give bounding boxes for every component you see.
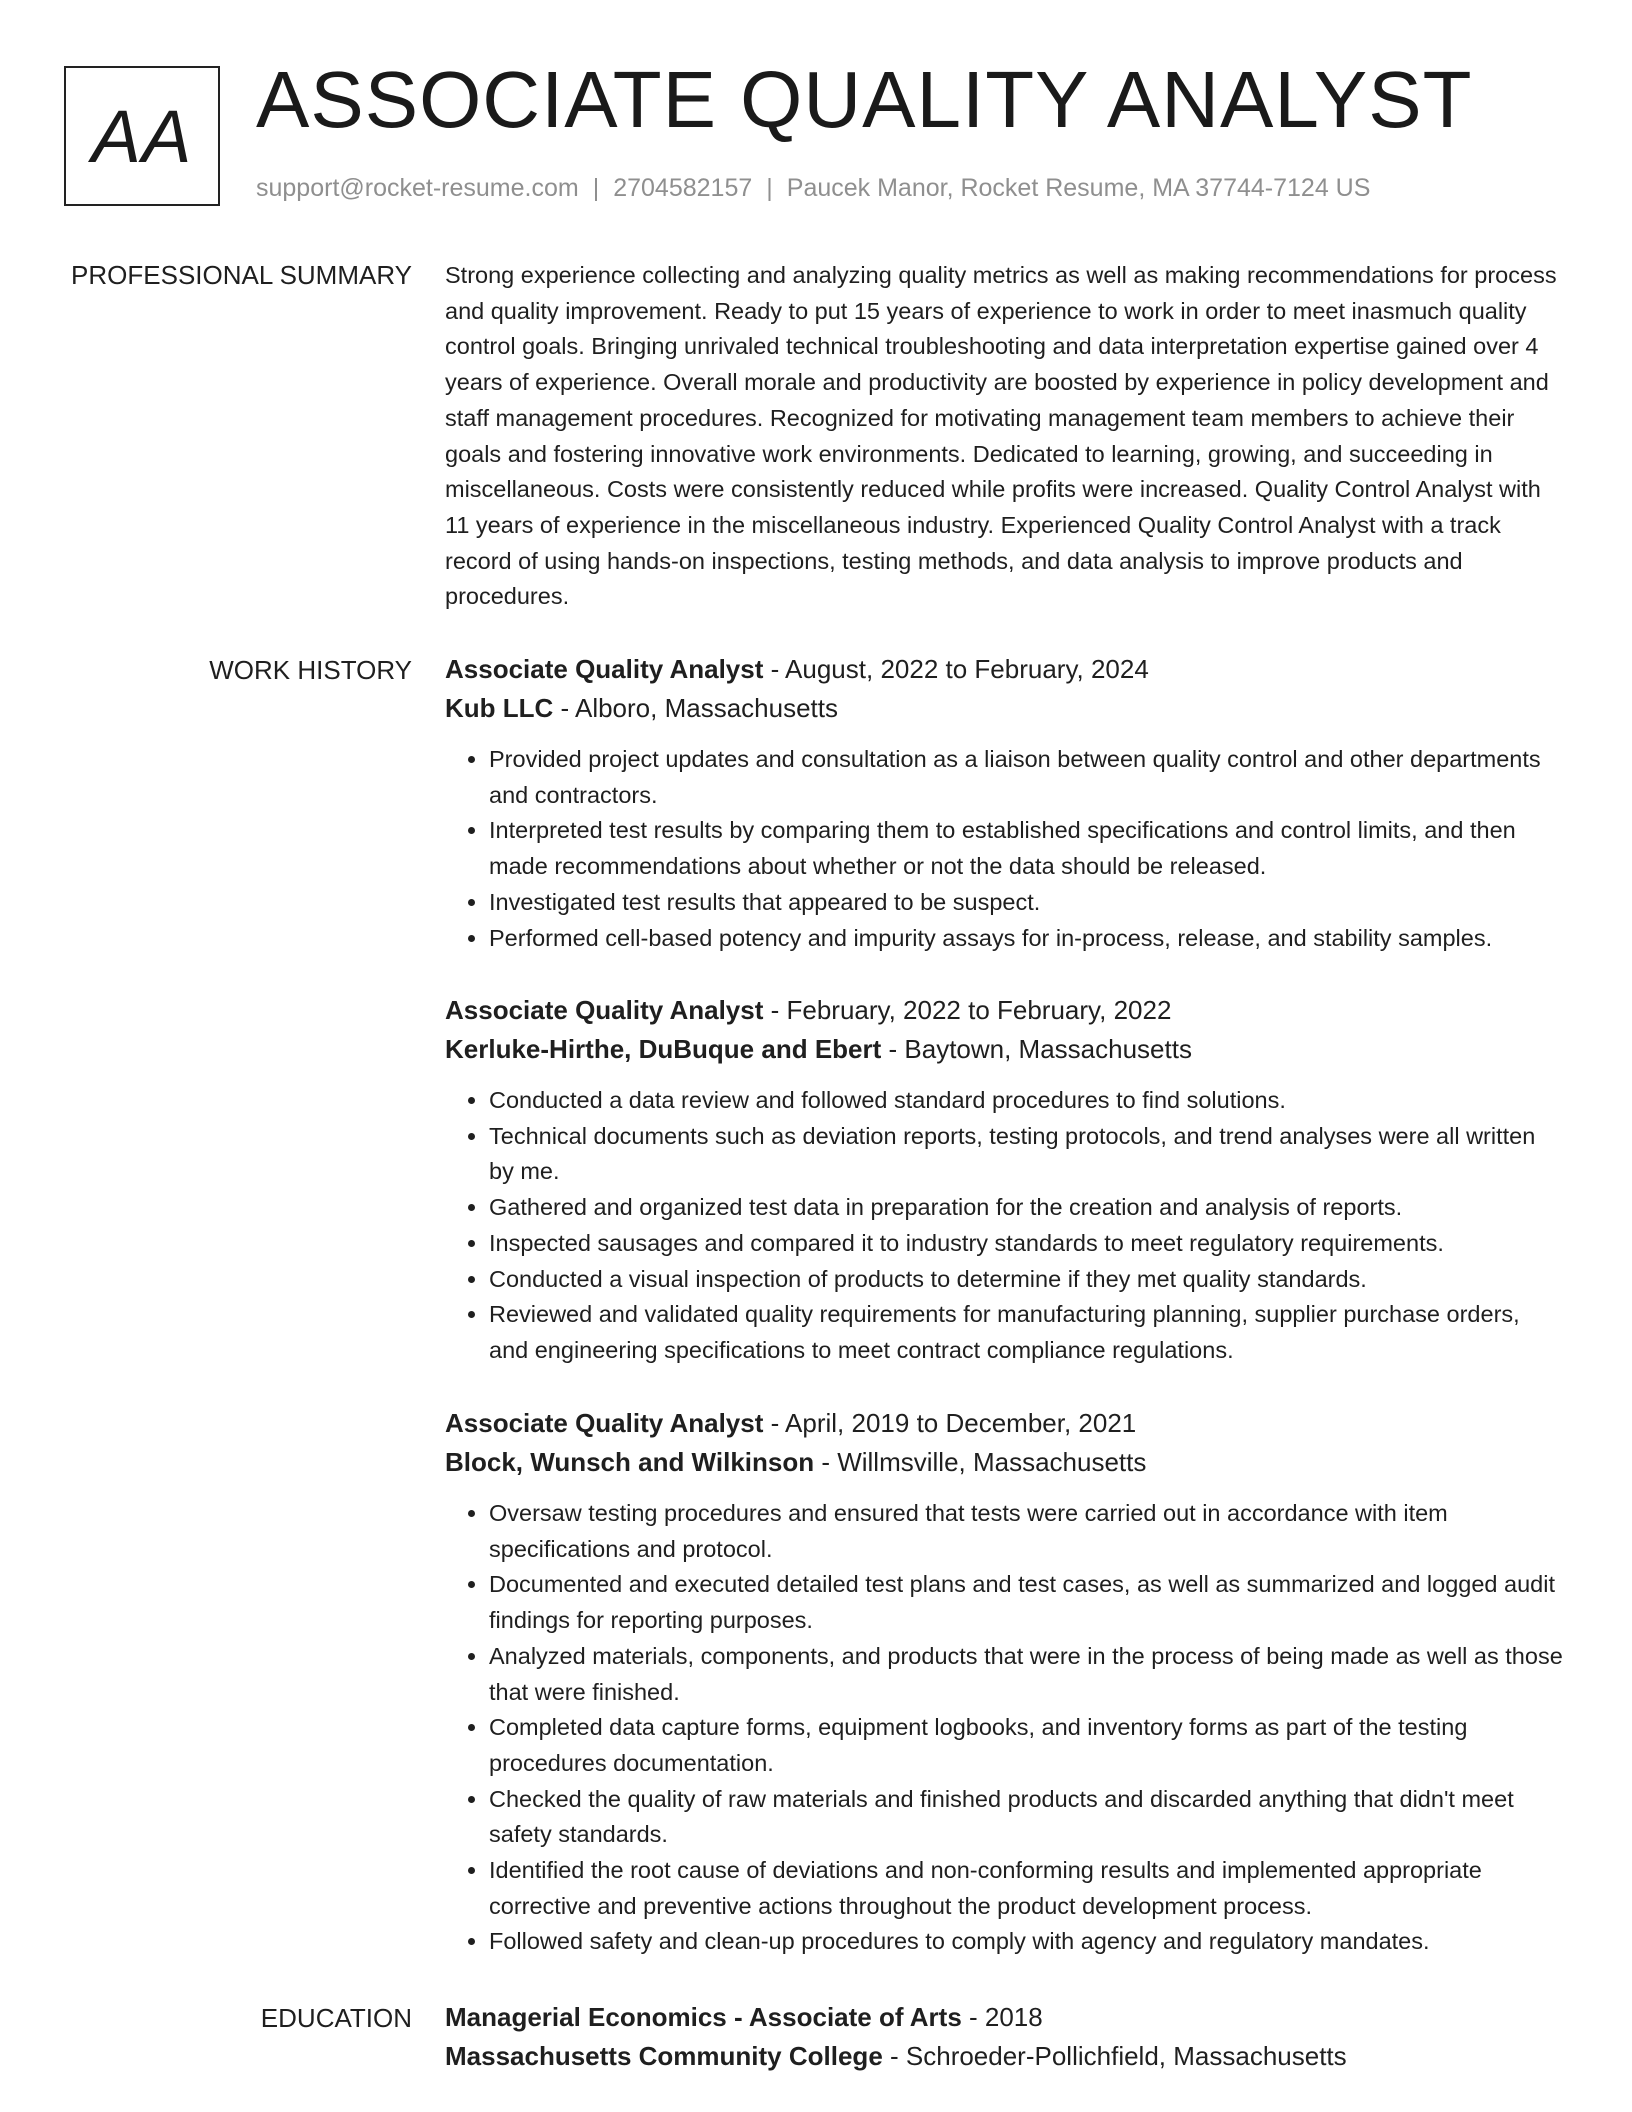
education-school-line (445, 2037, 1565, 2076)
education-entry (445, 1998, 1565, 2076)
job-company-line (445, 1443, 1565, 1482)
job-company-line (445, 1030, 1565, 1069)
job-bullet: • Conducted a data review and followed standard procedures to find solutions. (489, 1083, 1565, 1119)
job-bullet: • Technical documents such as deviation reports, testing protocols, and trend analyses were all written by me. (489, 1119, 1565, 1190)
job-company: Block, Wunsch and Wilkinson (445, 1447, 815, 1477)
education-degree-line (445, 1998, 1565, 2037)
contact-line (256, 174, 1370, 203)
job-bullet: • Interpreted test results by comparing them to established specifications and control limits, and then made recommendations about whether or not the data should be released. (489, 813, 1565, 884)
job-dates: - February, 2022 to February, 2022 (763, 995, 1172, 1025)
job-company: Kub LLC (445, 693, 554, 723)
education-year: - 2018 (961, 2002, 1043, 2032)
contact-separator: | (592, 174, 600, 202)
contact-phone[interactable]: 2704582157 (613, 174, 753, 202)
job-bullet: • Investigated test results that appeared to be suspect. (489, 885, 1565, 921)
job-company-line (445, 689, 1565, 728)
education-location: - Schroeder-Pollichfield, Massachusetts (882, 2041, 1347, 2071)
section-title-education: EDUCATION (260, 2003, 412, 2033)
monogram-box (64, 66, 220, 206)
contact-email[interactable]: support@rocket-resume.com (256, 174, 579, 202)
job-location: - Alboro, Massachusetts (553, 693, 838, 723)
job-bullet: • Identified the root cause of deviations and non-conforming results and implemented appropriate corrective and preventive actions throughout the product development process. (489, 1853, 1565, 1924)
job-role-line (445, 650, 1565, 689)
page-title: ASSOCIATE QUALITY ANALYST (256, 55, 1473, 144)
job-role-line (445, 1404, 1565, 1443)
job-bullet: • Inspected sausages and compared it to industry standards to meet regulatory requirements. (489, 1226, 1565, 1262)
job-role: Associate Quality Analyst (445, 1408, 764, 1438)
section-title-summary: PROFESSIONAL SUMMARY (71, 260, 412, 290)
job-bullets (445, 1083, 1565, 1369)
summary-text: Strong experience collecting and analyzing quality metrics as well as making recommendations for process and quality improvement. Ready to put 15 years of experience to work in order to meet inasmuch quality control goals. Bringing unrivaled technical troubleshooting and data interpretation expertise gained over 4 years of experience. Overall morale and productivity are boosted by experience in policy development and staff management procedures. Recognized for motivating management team members to achieve their goals and fostering innovative work environments. Dedicated to learning, growing, and succeeding in miscellaneous. Costs were consistently reduced while profits were increased. Quality Control Analyst with 11 years of experience in the miscellaneous industry. Experienced Quality Control Analyst with a track record of using hands-on inspections, testing methods, and data analysis to improve products and procedures. (445, 262, 1557, 610)
job-location: - Willmsville, Massachusetts (814, 1447, 1147, 1477)
education-school: Massachusetts Community College (445, 2041, 883, 2071)
job-bullet: • Documented and executed detailed test plans and test cases, as well as summarized and logged audit findings for reporting purposes. (489, 1567, 1565, 1638)
job-entry (445, 991, 1565, 1369)
job-dates: - August, 2022 to February, 2024 (763, 654, 1149, 684)
summary-body (445, 258, 1565, 615)
job-bullet: • Reviewed and validated quality requirements for manufacturing planning, supplier purchase orders, and engineering specifications to meet contract compliance regulations. (489, 1297, 1565, 1368)
job-bullet: • Completed data capture forms, equipment logbooks, and inventory forms as part of the testing procedures documentation. (489, 1710, 1565, 1781)
job-bullet: • Conducted a visual inspection of products to determine if they met quality standards. (489, 1262, 1565, 1298)
contact-address: Paucek Manor, Rocket Resume, MA 37744-7124 US (786, 174, 1371, 202)
job-bullets (445, 742, 1565, 956)
job-role-line (445, 991, 1565, 1030)
job-bullet: • Analyzed materials, components, and products that were in the process of being made as well as those that were finished. (489, 1639, 1565, 1710)
job-entry (445, 1404, 1565, 1960)
job-bullet: • Oversaw testing procedures and ensured that tests were carried out in accordance with item specifications and protocol. (489, 1496, 1565, 1567)
job-bullet: • Gathered and organized test data in preparation for the creation and analysis of reports. (489, 1190, 1565, 1226)
contact-separator: | (766, 174, 773, 202)
job-entry (445, 650, 1565, 956)
job-bullet: • Followed safety and clean-up procedures to comply with agency and regulatory mandates. (489, 1924, 1565, 1960)
job-bullet: • Checked the quality of raw materials and finished products and discarded anything that didn't meet safety standards. (489, 1782, 1565, 1853)
job-role: Associate Quality Analyst (445, 654, 764, 684)
job-bullet: • Performed cell-based potency and impurity assays for in-process, release, and stability samples. (489, 921, 1565, 957)
job-dates: - April, 2019 to December, 2021 (763, 1408, 1137, 1438)
job-company: Kerluke-Hirthe, DuBuque and Ebert (445, 1034, 882, 1064)
education-degree: Managerial Economics - Associate of Arts (445, 2002, 962, 2032)
job-role: Associate Quality Analyst (445, 995, 764, 1025)
job-location: - Baytown, Massachusetts (881, 1034, 1192, 1064)
section-title-work: WORK HISTORY (209, 655, 412, 685)
job-bullet: • Provided project updates and consultation as a liaison between quality control and other departments and contractors. (489, 742, 1565, 813)
job-bullets (445, 1496, 1565, 1960)
monogram-initials: AA (91, 94, 193, 178)
